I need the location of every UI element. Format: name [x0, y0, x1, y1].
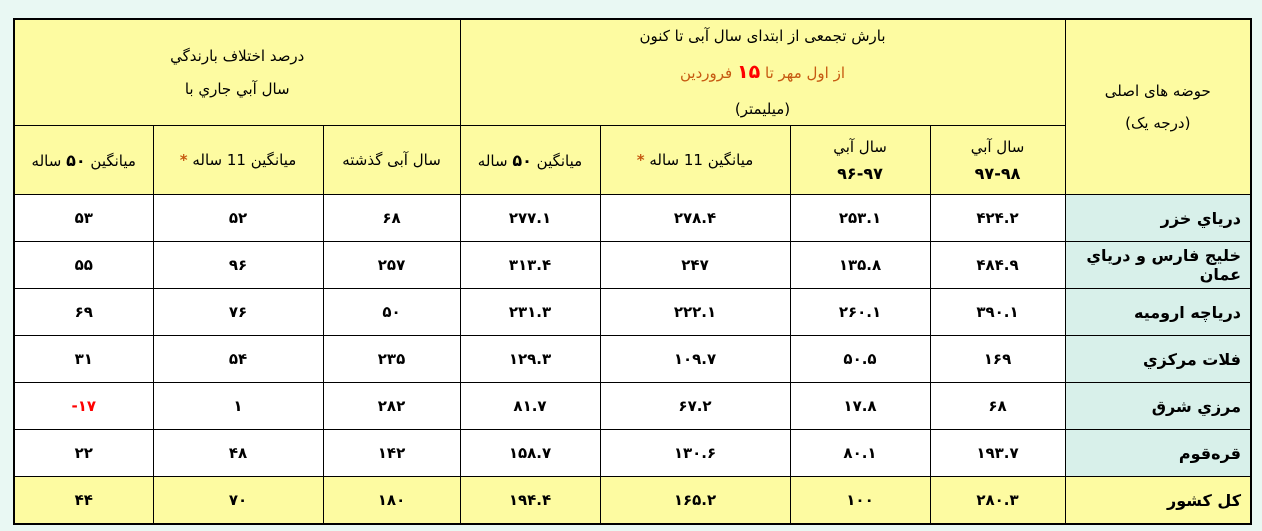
header-percent-line1: درصد اختلاف بارندگي [170, 47, 305, 66]
value-diff-avg50: ۵۵ [14, 242, 153, 289]
value-diff-avg11: ۵۴ [153, 336, 323, 383]
table-row-urmia [14, 289, 1251, 336]
subheader-year-96-97 [790, 126, 930, 195]
header-percent-group [14, 19, 460, 126]
subheader-year-96-97-value: ۹۶-۹۷ [837, 163, 883, 183]
subheader-avg50-suffix: ساله [477, 151, 508, 170]
rainfall-table [13, 18, 1252, 525]
value-precip-96-97: ۵۰.۵ [790, 336, 930, 383]
basin-name-cell: كل كشور [1065, 477, 1251, 525]
header-group-row [14, 19, 1251, 126]
subheader-last-water-year-label: سال آبی گذشته [342, 151, 441, 170]
table-row-persian-gulf [14, 242, 1251, 289]
subheader-diff-avg50 [14, 126, 153, 195]
subheader-year-label: سال آبي [970, 137, 1025, 156]
subheader-year-97-98 [930, 126, 1065, 195]
basin-name-cell: خلیج فارس و درياي عمان [1065, 242, 1251, 289]
value-precip-avg50: ۱۵۸.۷ [460, 430, 600, 477]
header-precip-group [460, 19, 1065, 126]
value-precip-avg11: ۱۶۵.۲ [600, 477, 790, 525]
value-precip-96-97: ۱۳۵.۸ [790, 242, 930, 289]
value-precip-97-98: ۲۸۰.۳ [930, 477, 1065, 525]
value-precip-avg50: ۸۱.۷ [460, 383, 600, 430]
value-precip-96-97: ۱۷.۸ [790, 383, 930, 430]
subheader-precip-avg11 [600, 126, 790, 195]
value-precip-97-98: ۳۹۰.۱ [930, 289, 1065, 336]
value-precip-avg11: ۲۴۷ [600, 242, 790, 289]
header-basins [1065, 19, 1251, 195]
value-diff-avg11: ۹۶ [153, 242, 323, 289]
value-diff-avg11: ۱ [153, 383, 323, 430]
value-diff-avg50: ۲۲ [14, 430, 153, 477]
header-percent-line2: سال آبي جاري با [184, 79, 290, 98]
table-row-central-plateau [14, 336, 1251, 383]
value-diff-last-year: ۲۳۵ [323, 336, 460, 383]
value-diff-last-year: ۱۴۲ [323, 430, 460, 477]
basin-name-cell: درياچه ارومیه [1065, 289, 1251, 336]
header-precip-day: ۱۵ [737, 61, 761, 84]
header-basins-line1: حوضه های اصلی [1104, 81, 1211, 100]
table-row-whole-country [14, 477, 1251, 525]
value-precip-avg11: ۶۷.۲ [600, 383, 790, 430]
value-diff-last-year: ۱۸۰ [323, 477, 460, 525]
value-precip-97-98: ۱۶۹ [930, 336, 1065, 383]
value-precip-avg50: ۳۱۳.۴ [460, 242, 600, 289]
subheader-diff-avg11 [153, 126, 323, 195]
rainfall-table-wrapper [13, 18, 1252, 525]
header-precip-line2-suffix: فروردین [680, 64, 733, 83]
value-precip-97-98: ۱۹۳.۷ [930, 430, 1065, 477]
value-diff-avg11: ۷۶ [153, 289, 323, 336]
subheader-avg11-label: میانگین 11 ساله [649, 151, 754, 170]
header-basins-line2: (درجه یک) [1125, 114, 1191, 133]
value-diff-avg50: ۶۹ [14, 289, 153, 336]
value-precip-avg11: ۱۰۹.۷ [600, 336, 790, 383]
value-diff-last-year: ۲۸۲ [323, 383, 460, 430]
value-precip-avg50: ۱۹۴.۴ [460, 477, 600, 525]
table-row-caspian [14, 195, 1251, 242]
value-diff-last-year: ۵۰ [323, 289, 460, 336]
value-precip-97-98: ۶۸ [930, 383, 1065, 430]
value-diff-avg50: ۳۱ [14, 336, 153, 383]
subheader-avg11-label: میانگین 11 ساله [192, 151, 297, 170]
subheader-year-label: سال آبي [833, 137, 887, 156]
subheader-avg50-suffix: ساله [31, 151, 62, 170]
basin-name-cell: مرزي شرق [1065, 383, 1251, 430]
value-diff-avg11: ۵۲ [153, 195, 323, 242]
value-precip-avg11: ۲۷۸.۴ [600, 195, 790, 242]
header-precip-line2-prefix: از اول مهر تا [765, 64, 845, 83]
value-precip-avg50: ۱۲۹.۳ [460, 336, 600, 383]
value-precip-97-98: ۴۲۴.۲ [930, 195, 1065, 242]
value-precip-avg11: ۱۳۰.۶ [600, 430, 790, 477]
subheader-avg11-star: * [179, 151, 188, 170]
value-precip-avg50: ۲۷۷.۱ [460, 195, 600, 242]
subheader-avg50-prefix: میانگین [90, 151, 136, 170]
value-diff-avg11: ۷۰ [153, 477, 323, 525]
basin-name-cell: درياي خزر [1065, 195, 1251, 242]
subheader-last-water-year [323, 126, 460, 195]
table-row-eastern-border [14, 383, 1251, 430]
value-diff-avg50-negative: -۱۷ [14, 383, 153, 430]
header-precip-line1: بارش تجمعی از ابتدای سال آبی تا کنون [639, 27, 886, 45]
value-precip-97-98: ۴۸۴.۹ [930, 242, 1065, 289]
subheader-avg50-prefix: میانگین [536, 151, 583, 170]
subheader-avg11-star: * [636, 151, 645, 170]
subheader-precip-avg50 [460, 126, 600, 195]
value-precip-avg50: ۲۳۱.۳ [460, 289, 600, 336]
value-precip-96-97: ۲۵۳.۱ [790, 195, 930, 242]
basin-name-cell: قره‌قوم [1065, 430, 1251, 477]
value-precip-96-97: ۲۶۰.۱ [790, 289, 930, 336]
header-precip-line3: (میلیمتر) [734, 100, 791, 119]
value-diff-avg50: ۴۴ [14, 477, 153, 525]
value-diff-last-year: ۲۵۷ [323, 242, 460, 289]
basin-name-cell: فلات مركزي [1065, 336, 1251, 383]
subheader-avg50-number: ۵۰ [512, 150, 532, 170]
table-row-qareh-qum [14, 430, 1251, 477]
subheader-year-97-98-value: ۹۷-۹۸ [974, 163, 1021, 183]
value-precip-96-97: ۱۰۰ [790, 477, 930, 525]
value-diff-avg50: ۵۳ [14, 195, 153, 242]
subheader-avg50-number: ۵۰ [66, 150, 86, 170]
value-precip-avg11: ۲۲۲.۱ [600, 289, 790, 336]
value-diff-last-year: ۶۸ [323, 195, 460, 242]
header-precip-line2 [465, 52, 1061, 93]
value-diff-avg11: ۴۸ [153, 430, 323, 477]
value-precip-96-97: ۸۰.۱ [790, 430, 930, 477]
